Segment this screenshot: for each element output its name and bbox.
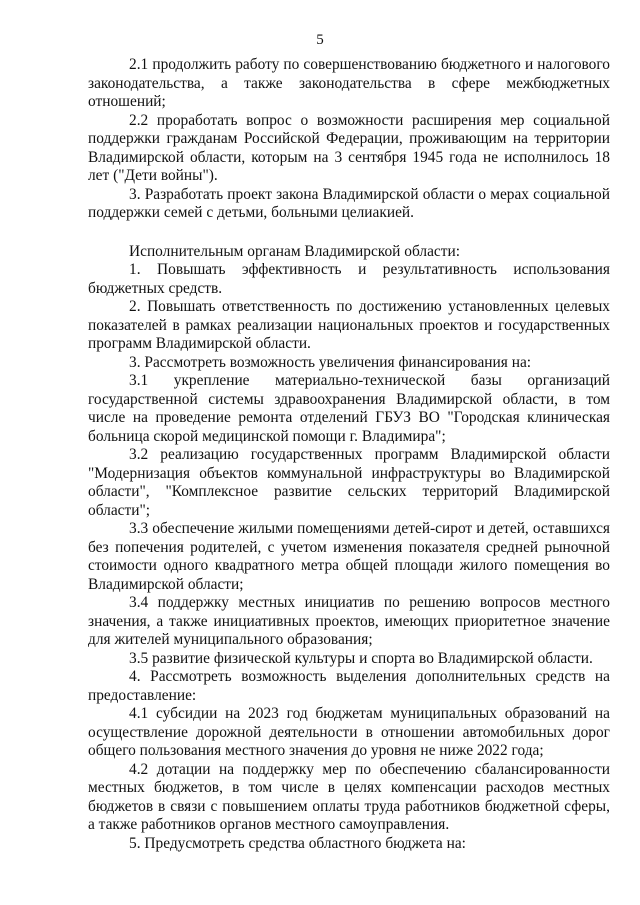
paragraph-exec-3: 3. Рассмотреть возможность увеличения финансирования на: — [129, 353, 532, 371]
paragraph-2-1: 2.1 продолжить работу по совершенствованию бюджетного и налогового законодательства, а также законодательства в сфере межбюджетных отношений; — [88, 56, 610, 110]
section-heading-executive-bodies: Исполнительным органам Владимирской области: — [129, 242, 460, 260]
page-number: 5 — [316, 32, 324, 48]
paragraph-exec-3-3: 3.3 обеспечение жилыми помещениями детей-сирот и детей, оставшихся без попечения родителей, с учетом изменения показателя средней рыночной стоимости одного квадратного метра общей площади жилого помещения во Владимирской области; — [88, 520, 610, 593]
paragraph-exec-5: 5. Предусмотреть средства областного бюджета на: — [129, 834, 466, 852]
paragraph-exec-4-1: 4.1 субсидии на 2023 год бюджетам муниципальных образований на осуществление дорожной деятельности в отношении автомобильных дорог общего пользования местного значения до уровня не ниже 2022 года; — [88, 705, 610, 759]
paragraph-exec-3-5: 3.5 развитие физической культуры и спорта во Владимирской области. — [129, 649, 593, 667]
paragraph-exec-4-2: 4.2 дотации на поддержку мер по обеспечению сбалансированности местных бюджетов, в том числе в целях компенсации расходов местных бюджетов в связи с повышением оплаты труда работников бюджетной сферы, а также работников органов местного самоуправления. — [88, 760, 610, 833]
paragraph-exec-3-2: 3.2 реализацию государственных программ Владимирской области "Модернизация объектов коммунальной инфраструктуры во Владимирской области", "Комплексное развитие сельских территорий Владимирской области"; — [88, 446, 610, 519]
paragraph-3: 3. Разработать проект закона Владимирской области о мерах социальной поддержки семей с детьми, больными целиакией. — [88, 185, 610, 221]
paragraph-2-2: 2.2 проработать вопрос о возможности расширения мер социальной поддержки гражданам Российской Федерации, проживающим на территории Владимирской области, которым на 3 сентября 1945 года не исполнилось 18 лет ("Дети войны"). — [88, 111, 610, 184]
paragraph-exec-1: 1. Повышать эффективность и результативность использования бюджетных средств. — [88, 261, 610, 297]
paragraph-exec-4: 4. Рассмотреть возможность выделения дополнительных средств на предоставление: — [88, 668, 610, 704]
paragraph-exec-3-1: 3.1 укрепление материально-технической базы организаций государственной системы здравоохранения Владимирской области, в том числе на проведение ремонта отделений ГБУЗ ВО "Городская клиническая больница скорой медицинской помощи г. Владимира"; — [88, 372, 610, 445]
document-body — [88, 56, 610, 853]
paragraph-exec-2: 2. Повышать ответственность по достижению установленных целевых показателей в рамках реализации национальных проектов и государственных программ Владимирской области. — [88, 298, 610, 352]
paragraph-exec-3-4: 3.4 поддержку местных инициатив по решению вопросов местного значения, а также инициативных проектов, имеющих приоритетное значение для жителей муниципального образования; — [88, 594, 610, 648]
